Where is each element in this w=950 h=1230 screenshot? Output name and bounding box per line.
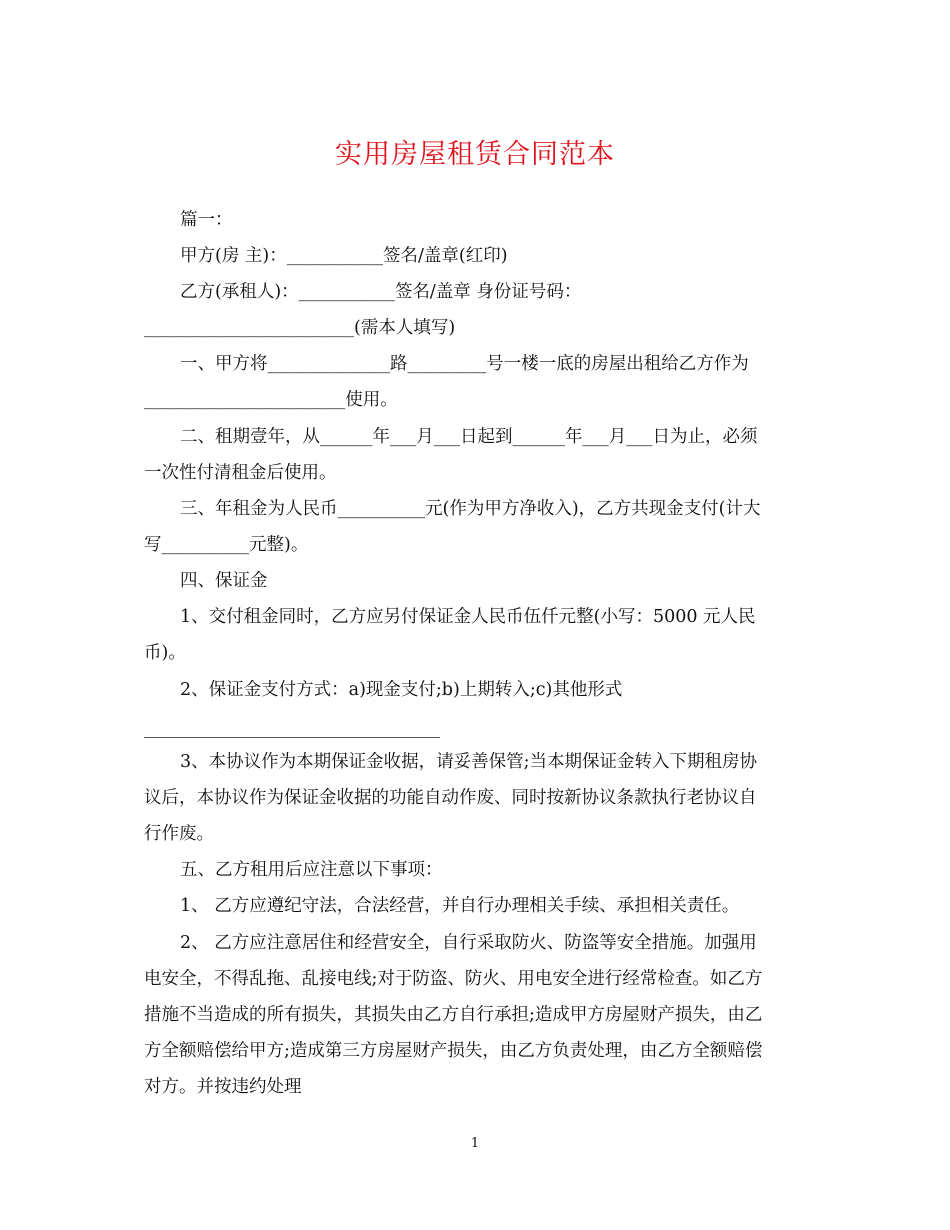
- text-line: 方全额赔偿给甲方;造成第三方房屋财产损失，由乙方负责处理，由乙方全额赔偿: [144, 1041, 763, 1061]
- fill-in-blank-rule: [144, 737, 440, 738]
- text-line: 行作废。: [144, 824, 214, 844]
- text-line: 乙方(承租人)：___________签名/盖章 身份证号码：: [180, 282, 582, 302]
- text-line: 1、 乙方应遵纪守法，合法经营，并自行办理相关手续、承担相关责任。: [180, 896, 740, 916]
- text-line: 写__________元整)。: [144, 535, 309, 555]
- text-line: 一、甲方将______________路_________号一楼一底的房屋出租给乙方作为: [180, 354, 749, 374]
- document-title: 实用房屋租赁合同范本: [335, 139, 615, 170]
- text-line: 三、年租金为人民币__________元(作为甲方净收入)，乙方共现金支付(计大: [180, 499, 761, 519]
- text-line: 甲方(房 主)：___________签名/盖章(红印): [180, 246, 508, 266]
- text-line: 对方。并按违约处理: [144, 1077, 302, 1097]
- text-line: 议后，本协议作为保证金收据的功能自动作废、同时按新协议条款执行老协议自: [144, 788, 757, 808]
- text-line: 2、保证金支付方式：a)现金支付;b)上期转入;c)其他形式: [180, 680, 623, 700]
- text-line: 篇一：: [180, 210, 233, 230]
- text-line: 1、交付租金同时，乙方应另付保证金人民币伍仟元整(小写：5000 元人民: [180, 607, 756, 627]
- text-line: _______________________使用。: [144, 390, 398, 410]
- text-line: 一次性付清租金后使用。: [144, 463, 337, 483]
- text-line: 措施不当造成的所有损失，其损失由乙方自行承担;造成甲方房屋财产损失，由乙: [144, 1005, 763, 1025]
- text-line: 四、保证金: [180, 571, 268, 591]
- text-line: 二、租期壹年，从______年___月___日起到______年___月___日为止，必须: [180, 427, 758, 447]
- text-line: ________________________(需本人填写): [144, 318, 456, 338]
- page-number: 1: [470, 1136, 480, 1151]
- text-line: 电安全，不得乱拖、乱接电线;对于防盗、防火、用电安全进行经常检查。如乙方: [144, 969, 763, 989]
- text-line: 3、本协议作为本期保证金收据，请妥善保管;当本期保证金转入下期租房协: [180, 752, 758, 772]
- text-line: 五、乙方租用后应注意以下事项：: [180, 860, 443, 880]
- text-line: 2、 乙方应注意居住和经营安全，自行采取防火、防盗等安全措施。加强用: [180, 933, 757, 953]
- text-line: 币)。: [144, 643, 186, 663]
